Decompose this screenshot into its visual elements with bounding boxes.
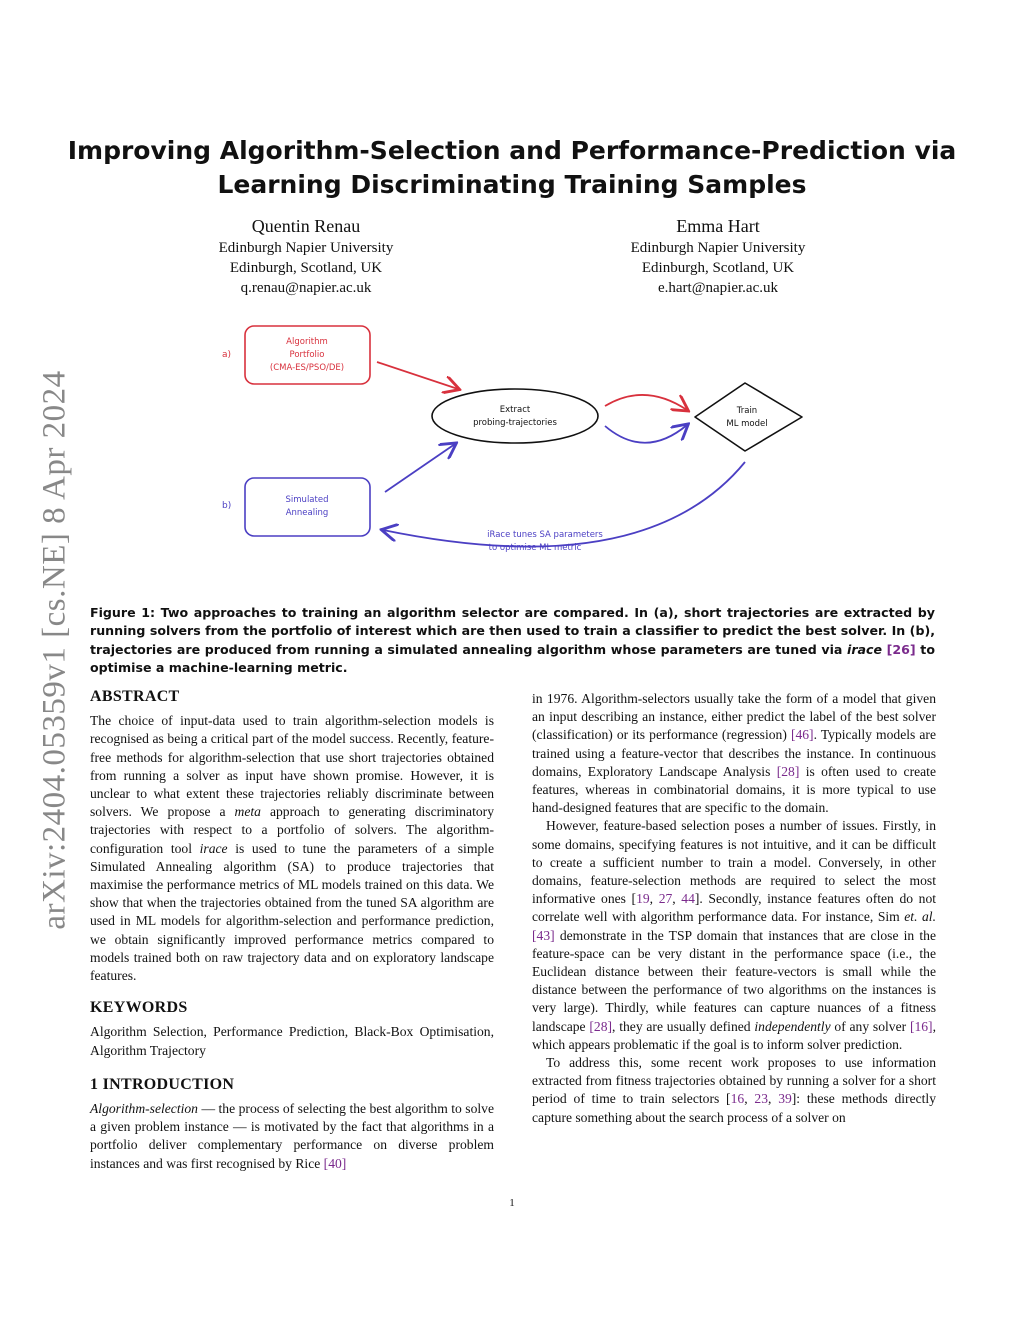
paragraph: in 1976. Algorithm-selectors usually take the form of a model that given an input describing an instance, either predict the label of the best solver (classification) or its performance (regression) [46]. Typically models are trained using a feature-vector that describes the instance. In continuous domains, Exploratory Landscape Analysis [28] is often used to create features, whereas in combinatorial domains, it is more typical to use hand-designed features that are specific to the domain.: [532, 691, 936, 816]
citation-link[interactable]: 39: [778, 1091, 792, 1107]
author-email[interactable]: e.hart@napier.ac.uk: [657, 280, 778, 296]
author-name: Quentin Renau: [251, 216, 361, 236]
citation-link[interactable]: 27: [658, 891, 673, 907]
citation-link[interactable]: [40]: [323, 1155, 347, 1171]
citation-link[interactable]: 19: [636, 891, 650, 907]
irace-text-1: iRace tunes SA parameters: [487, 530, 603, 540]
citation-link[interactable]: [28]: [776, 763, 800, 779]
right-column: [532, 690, 936, 1127]
citation-link[interactable]: [28]: [589, 1018, 613, 1034]
page-number: 1: [509, 1197, 515, 1209]
label-a: a): [222, 350, 232, 360]
left-column: [90, 688, 494, 1173]
paper-title: [60, 134, 964, 202]
paragraph: However, feature-based selection poses a number of issues. Firstly, in some domains, specifying features is not intuitive, and it can be difficult to create a sufficient number to train a model. Conversely, in other domains, feature-selection methods are required to select the most informative ones [19, 27, 44]. Secondly, instance features often do not correlate well with algorithm performance data. For instance, Sim et. al. [43] demonstrate in the TSP domain that instances that are close in the feature-space can be very distant in the performance space (i.e., the Euclidean distance between their feature-vectors is small while the distance between the performance of two algorithms on the instances is very large). Thirdly, while features can capture nuances of a fitness landscape [28], they are usually defined independently of any solver [16], which appears problematic if the goal is to inform solver prediction.: [532, 818, 937, 1052]
train-ml-model-diamond: [695, 383, 802, 451]
abstract-text: The choice of input-data used to train algorithm-selection models is recognised as being a critical part of the model success. Recently, feature-free methods for algorithm-selection that use short trajectories obtained from running a solver as input have shown promise. However, it is unclear to what extent these trajectories reliably discriminate between solvers. We propose a meta approach to generating discriminatory trajectories with respect to a portfolio of solvers. The algorithm-configuration tool irace is used to tune the parameters of a simple Simulated Annealing algorithm (SA) to produce trajectories that maximise the performance metrics of ML models trained on this data. We show that when the trajectories obtained from the tuned SA algorithm are used in ML models for algorithm-selection and performance prediction, we obtain significantly improved performance metrics compared to models trained both on raw trajectory data and on exploratory landscape features.: [90, 713, 494, 984]
sa-text-1: Simulated: [285, 495, 329, 505]
citation-link[interactable]: 44: [681, 891, 695, 907]
arrow-extract-to-train-red: [605, 395, 687, 410]
keywords-text: Algorithm Selection, Performance Prediction, Black-Box Optimisation, Algorithm Trajectory: [90, 1024, 494, 1058]
arrow-portfolio-to-extract: [377, 362, 458, 389]
extract-text-1: Extract: [499, 405, 531, 415]
caption-irace: irace: [847, 641, 883, 657]
figure-caption: [90, 604, 935, 678]
train-text-1: Train: [736, 406, 758, 416]
title-line-2: Learning Discriminating Training Samples: [217, 170, 807, 199]
portfolio-text-2: Portfolio: [289, 350, 325, 360]
caption-text-end: to optimise a machine-learning metric.: [90, 641, 935, 676]
arrow-sa-to-extract: [385, 444, 455, 492]
keywords-heading: KEYWORDS: [90, 999, 188, 1017]
introduction-heading: 1 INTRODUCTION: [90, 1075, 235, 1093]
citation-link[interactable]: 16: [730, 1091, 745, 1107]
author-block-2: [568, 214, 868, 298]
irace-text-2: to optimise ML metric: [488, 543, 582, 553]
citation-link[interactable]: [43]: [532, 927, 555, 943]
author-email[interactable]: q.renau@napier.ac.uk: [240, 280, 372, 296]
author-affiliation: Edinburgh Napier University: [630, 240, 806, 256]
author-location: Edinburgh, Scotland, UK: [641, 260, 795, 276]
portfolio-text-3: (CMA-ES/PSO/DE): [269, 363, 345, 373]
extract-trajectories-ellipse: [432, 389, 598, 443]
portfolio-text-1: Algorithm: [286, 337, 328, 347]
citation-link[interactable]: [16]: [909, 1018, 933, 1034]
arxiv-identifier: arXiv:2404.05359v1 [cs.NE] 8 Apr 2024: [36, 370, 73, 930]
title-line-1: Improving Algorithm-Selection and Performance-Prediction via: [67, 136, 957, 165]
author-block-1: [156, 214, 456, 298]
citation-link[interactable]: [26]: [886, 641, 916, 657]
paragraph: To address this, some recent work proposes to use information extracted from fitness trajectories obtained by running a solver for a short period of time to train selectors [16, 23, 39]: these methods directly capture something about the search process of a solver on: [532, 1055, 936, 1125]
figure-1-diagram: [205, 322, 825, 582]
caption-text: Figure 1: Two approaches to training an algorithm selector are compared. In (a), short trajectories are extracted by running solvers from the portfolio of interest which are then used to train a classifier to predict the best solver. In (b), trajectories are produced from running a simulated annealing algorithm whose parameters are tuned via: [90, 605, 935, 657]
author-affiliation: Edinburgh Napier University: [218, 240, 394, 256]
author-name: Emma Hart: [676, 216, 760, 236]
abstract-heading: ABSTRACT: [90, 688, 180, 705]
train-text-2: ML model: [726, 419, 768, 429]
arrow-extract-to-train-blue: [605, 425, 687, 443]
intro-text: Algorithm-selection — the process of selecting the best algorithm to solve a given problem instance — is motivated by the fact that algorithms in a portfolio deliver complementary performance on diverse problem instances and was first recognised by Rice [40]: [90, 1101, 494, 1171]
citation-link[interactable]: 23: [754, 1091, 768, 1107]
label-b: b): [222, 501, 232, 511]
author-location: Edinburgh, Scotland, UK: [229, 260, 383, 276]
extract-text-2: probing-trajectories: [473, 418, 557, 428]
sa-text-2: Annealing: [285, 508, 329, 518]
simulated-annealing-box: [245, 478, 370, 536]
citation-link[interactable]: [46]: [790, 727, 814, 743]
